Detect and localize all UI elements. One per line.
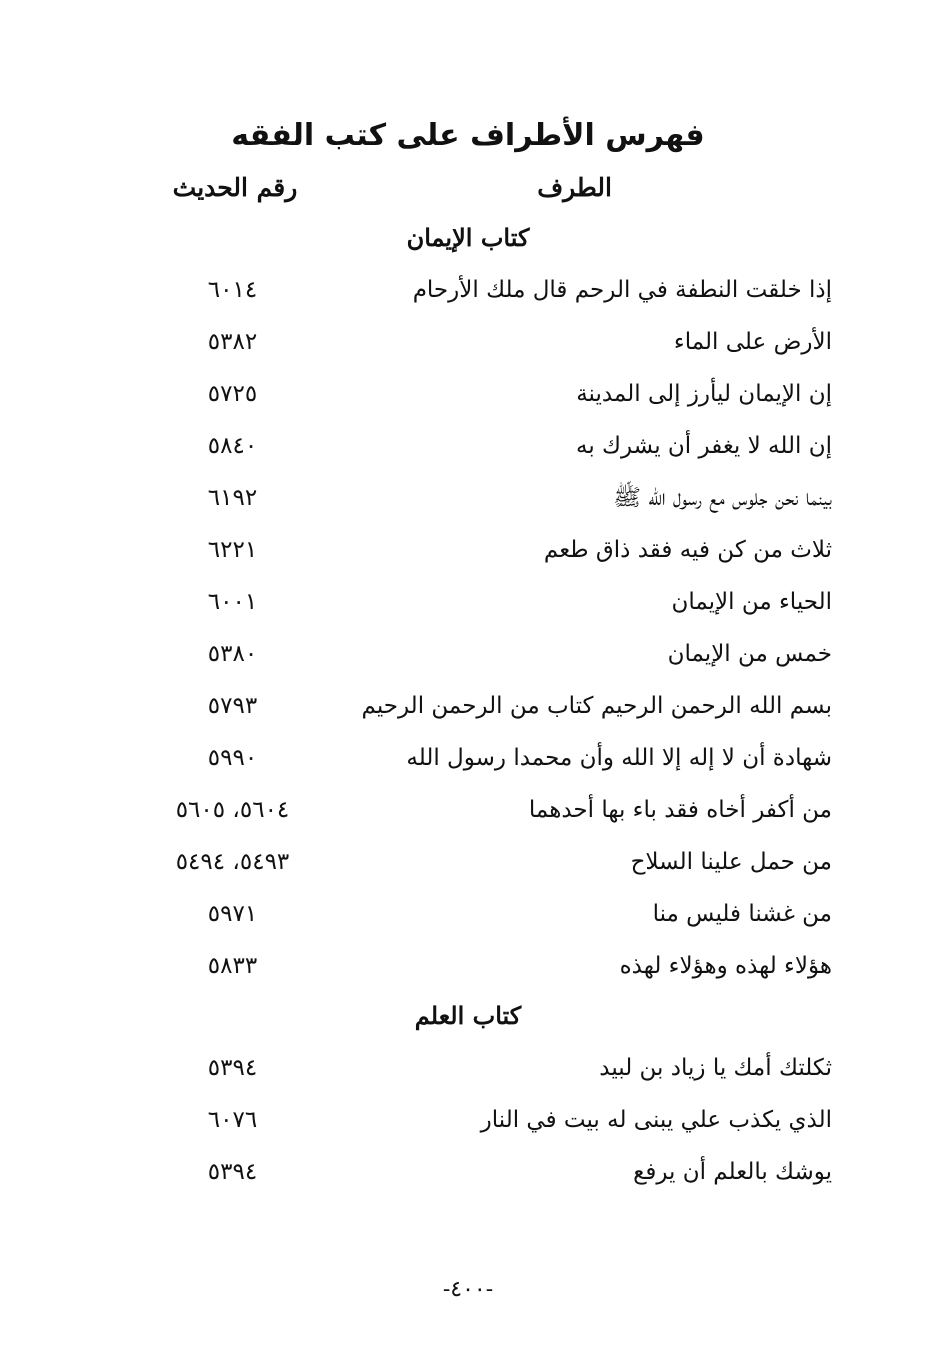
row-text: بسم الله الرحمن الرحيم كتاب من الرحمن الرحيم [361,693,832,719]
row-text: من أكفر أخاه فقد باء بها أحدهما [528,797,832,823]
header-number-column: رقم الحديث [172,173,298,202]
row-number: ٥٤٩٣، ٥٤٩٤ [175,849,290,875]
row-text: من حمل علينا السلاح [630,849,832,875]
table-row [0,840,936,884]
table-row [0,944,936,988]
page-title: فهرس الأطراف على كتب الفقه [231,118,705,153]
table-row [0,1150,936,1194]
row-number: ٦١٩٢ [207,485,258,511]
column-headers [0,166,936,210]
row-text: ثكلتك أمك يا زياد بن لبيد [599,1055,832,1081]
table-row [0,684,936,728]
row-number: ٥٣٨٢ [207,329,258,355]
row-number: ٥٣٩٤ [207,1055,258,1081]
row-number: ٥٣٨٠ [207,641,258,667]
table-row [0,424,936,468]
table-row [0,1098,936,1142]
table-row [0,580,936,624]
row-number: ٥٨٤٠ [207,433,258,459]
row-text: الذي يكذب علي يبنى له بيت في النار [480,1107,832,1133]
row-number: ٦٢٢١ [207,537,258,563]
table-row [0,1046,936,1090]
row-text: هؤلاء لهذه وهؤلاء لهذه [619,953,832,979]
table-row [0,476,936,520]
row-number: ٥٧٢٥ [207,381,258,407]
row-text: الحياء من الإيمان [671,589,832,615]
row-text: شهادة أن لا إله إلا الله وأن محمدا رسول الله [406,745,832,771]
row-text: إن الله لا يغفر أن يشرك به [575,433,832,459]
row-text: بينما نحن جلوس مع رسول الله ﷺ [613,485,832,511]
row-text: خمس من الإيمان [667,641,832,667]
table-row [0,788,936,832]
table-row [0,736,936,780]
row-number: ٥٦٠٤، ٥٦٠٥ [175,797,290,823]
section-title-iman: كتاب الإيمان [406,223,530,252]
row-text: ثلاث من كن فيه فقد ذاق طعم [543,537,832,563]
page-number: -٤٠٠- [442,1277,494,1302]
row-number: ٥٣٩٤ [207,1159,258,1185]
row-number: ٦٠٧٦ [207,1107,258,1133]
row-text: إذا خلقت النطفة في الرحم قال ملك الأرحام [412,277,832,303]
row-text: من غشنا فليس منا [652,901,832,927]
row-number: ٥٧٩٣ [207,693,258,719]
row-text: إن الإيمان ليأرز إلى المدينة [576,381,832,407]
table-row [0,632,936,676]
row-text: يوشك بالعلم أن يرفع [633,1159,832,1185]
table-row [0,372,936,416]
table-row [0,268,936,312]
table-row [0,528,936,572]
row-number: ٥٩٧١ [207,901,258,927]
section-title-ilm: كتاب العلم [414,1001,522,1030]
table-row [0,892,936,936]
row-text: الأرض على الماء [673,329,832,355]
row-number: ٦٠٠١ [207,589,258,615]
header-text-column: الطرف [537,173,612,202]
row-number: ٥٩٩٠ [207,745,258,771]
row-number: ٥٨٣٣ [207,953,258,979]
row-number: ٦٠١٤ [207,277,258,303]
table-row [0,320,936,364]
